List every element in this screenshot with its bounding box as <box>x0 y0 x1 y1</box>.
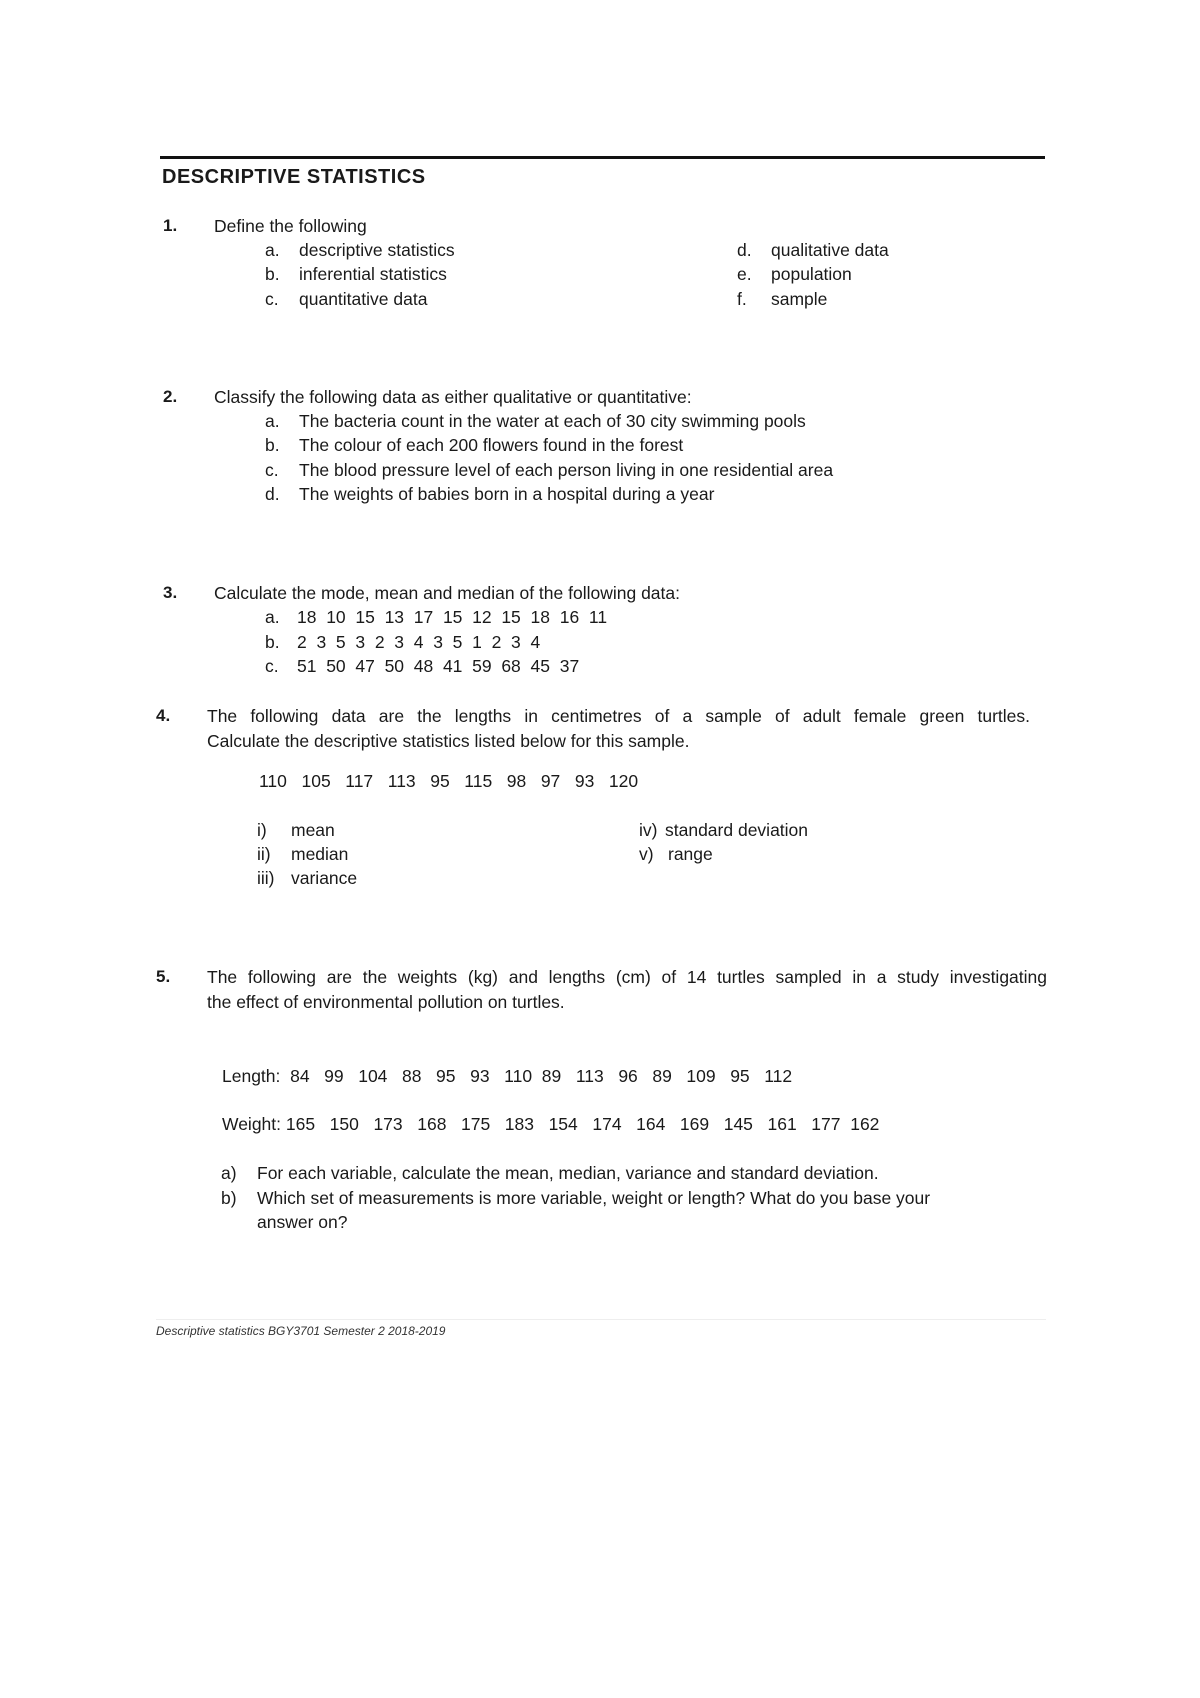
q1-item-a-label: a. <box>265 240 280 260</box>
q1-item-e <box>737 264 852 285</box>
q1-item-f <box>737 289 827 310</box>
q1-item-b <box>265 264 447 285</box>
q5-weight-row: Weight: 165 150 173 168 175 183 154 174 164 169 145 161 177 162 <box>222 1114 880 1134</box>
q4-prompt-line-1: The following data are the lengths in centimetres of a sample of adult female green turtles. <box>207 706 1030 726</box>
q2-prompt: Classify the following data as either qualitative or quantitative: <box>214 387 692 407</box>
q4-stat-range-label: v) <box>639 844 654 864</box>
q1-item-d <box>737 240 889 261</box>
q1-item-c-text: quantitative data <box>299 289 428 309</box>
q4-stat-range <box>639 844 713 865</box>
q1-item-f-label: f. <box>737 289 747 309</box>
q2-item-a-label: a. <box>265 411 280 431</box>
q1-item-c <box>265 289 427 310</box>
q1-item-d-label: d. <box>737 240 752 260</box>
q4-stat-variance-label: iii) <box>257 868 275 888</box>
q1-item-b-text: inferential statistics <box>299 264 447 284</box>
q4-data-values: 110 105 117 113 95 115 98 97 93 120 <box>259 771 639 791</box>
q2-item-c-label: c. <box>265 460 279 480</box>
q4-stat-variance-text: variance <box>291 868 358 888</box>
q5-part-b-continuation: answer on? <box>257 1212 348 1232</box>
q3-item-b-data: 2 3 5 3 2 3 4 3 5 1 2 3 4 <box>297 632 541 652</box>
q5-length-row: Length: 84 99 104 88 95 93 110 89 113 96 89 109 95 112 <box>222 1066 793 1086</box>
q2-item-c-text: The blood pressure level of each person living in one residential area <box>299 460 834 480</box>
q1-item-c-label: c. <box>265 289 279 309</box>
q4-stat-mean <box>257 820 335 841</box>
q5-number: 5. <box>156 967 171 986</box>
q1-item-b-label: b. <box>265 264 280 284</box>
q1-item-e-text: population <box>771 264 852 284</box>
q4-stat-std-dev-text: standard deviation <box>665 820 809 840</box>
q4-stat-median <box>257 844 348 865</box>
q5-part-b-label: b) <box>221 1188 237 1208</box>
q5-part-b-line-1: Which set of measurements is more variable, weight or length? What do you base your <box>257 1188 931 1208</box>
q1-number: 1. <box>163 216 178 235</box>
q4-prompt-line-2: Calculate the descriptive statistics listed below for this sample. <box>207 731 690 751</box>
q5-part-b <box>221 1188 1031 1209</box>
q2-item-b <box>265 435 683 456</box>
q3-item-b-label: b. <box>265 632 280 652</box>
q2-item-a-text: The bacteria count in the water at each of 30 city swimming pools <box>299 411 806 431</box>
q2-item-a <box>265 411 806 432</box>
q1-prompt: Define the following <box>214 216 367 236</box>
q2-item-d <box>265 484 714 505</box>
q4-number: 4. <box>156 706 171 725</box>
q1-item-a-text: descriptive statistics <box>299 240 455 260</box>
q2-item-d-label: d. <box>265 484 280 504</box>
q3-item-c <box>265 656 579 677</box>
q3-item-c-label: c. <box>265 656 279 676</box>
q5-part-a <box>221 1163 879 1184</box>
q3-item-a <box>265 607 607 628</box>
q4-stat-median-text: median <box>291 844 349 864</box>
q4-stat-mean-text: mean <box>291 820 335 840</box>
q1-item-a <box>265 240 455 261</box>
q5-prompt-line-2: the effect of environmental pollution on turtles. <box>207 992 565 1012</box>
q3-item-a-label: a. <box>265 607 280 627</box>
q5-part-a-label: a) <box>221 1163 237 1183</box>
q1-item-f-text: sample <box>771 289 828 309</box>
q4-stat-std-dev-label: iv) <box>639 820 658 840</box>
q3-item-c-data: 51 50 47 50 48 41 59 68 45 37 <box>297 656 580 676</box>
q3-item-b <box>265 632 540 653</box>
page-title: DESCRIPTIVE STATISTICS <box>162 166 426 188</box>
top-rule <box>160 156 1045 159</box>
q1-item-d-text: qualitative data <box>771 240 889 260</box>
q3-item-a-data: 18 10 15 13 17 15 12 15 18 16 11 <box>297 607 608 627</box>
q2-item-b-label: b. <box>265 435 280 455</box>
q3-prompt: Calculate the mode, mean and median of the following data: <box>214 583 680 603</box>
q2-item-d-text: The weights of babies born in a hospital during a year <box>299 484 715 504</box>
page-footer: Descriptive statistics BGY3701 Semester 2 2018-2019 <box>156 1324 446 1338</box>
q4-stat-std-dev <box>639 820 808 841</box>
footer-rule <box>156 1319 1046 1320</box>
q4-stat-range-text: range <box>668 844 713 864</box>
q4-stat-mean-label: i) <box>257 820 267 840</box>
q2-item-b-text: The colour of each 200 flowers found in the forest <box>299 435 684 455</box>
q2-item-c <box>265 460 833 481</box>
q3-number: 3. <box>163 583 178 602</box>
q5-prompt-line-1: The following are the weights (kg) and lengths (cm) of 14 turtles sampled in a study investigating <box>207 967 1047 987</box>
q4-stat-variance <box>257 868 357 889</box>
q5-part-a-text: For each variable, calculate the mean, median, variance and standard deviation. <box>257 1163 879 1183</box>
q2-number: 2. <box>163 387 178 406</box>
q4-stat-median-label: ii) <box>257 844 271 864</box>
q1-item-e-label: e. <box>737 264 752 284</box>
